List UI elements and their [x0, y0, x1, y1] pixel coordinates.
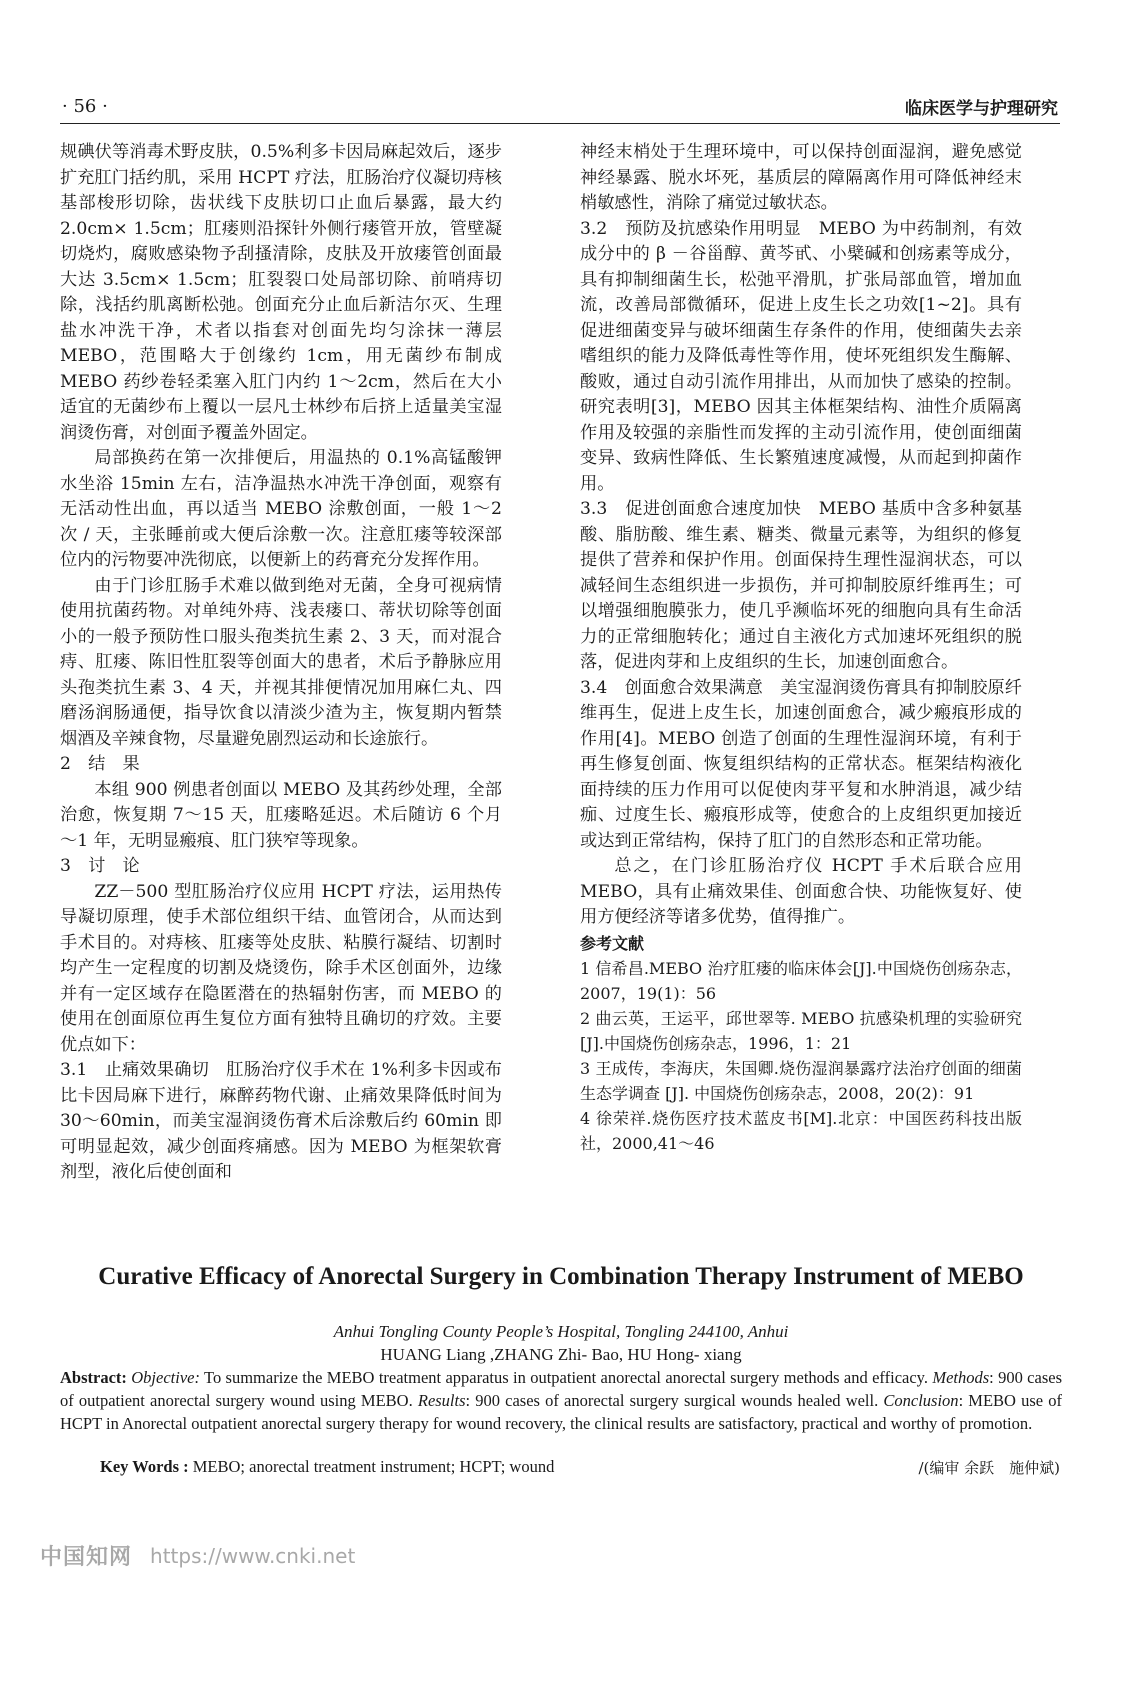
section-heading: 2 结 果 [60, 754, 140, 774]
cnki-watermark [40, 1540, 355, 1571]
reference-item: 4 徐荣祥.烧伤医疗技术蓝皮书[M].北京：中国医药科技出版社，2000,41～46 [580, 1109, 1022, 1153]
methods-text: : 900 cases of outpatient anorectal surgery wound using MEBO. [60, 1368, 1062, 1410]
paragraph: 3.4 创面愈合效果满意 美宝湿润烫伤膏具有抑制胶原纤维再生，促进上皮生长，加速创面愈合，减少瘢痕形成的作用[4]。MEBO 创造了创面的生理性湿润环境，有利于再生修复创面、恢复组织结构的正常状态。框架结构液化面持续的压力作用可以促使肉芽平复和水肿消退，减少结痂、过度生长、瘢痕形成等，使愈合的上皮组织更加接近或达到正常结构，保持了肛门的自然形态和正常功能。 [580, 677, 1022, 851]
conclusion-text: : MEBO use of HCPT in Anorectal outpatient anorectal surgery therapy for wound recovery, the clinical results are satisfactory, practical and worthy of promotion. [60, 1391, 1062, 1433]
keywords-text: MEBO; anorectal treatment instrument; HCPT; wound [188, 1457, 555, 1476]
paragraph: 由于门诊肛肠手术难以做到绝对无菌，全身可视病情使用抗菌药物。对单纯外痔、浅表瘘口、蒂状切除等创面小的一般予预防性口服头孢类抗生素 2、3 天，而对混合痔、肛瘘、陈旧性肛裂等创面大的患者，术后予静脉应用头孢类抗生素 3、4 天，并视其排便情况加用麻仁丸、四磨汤润肠通便，指导饮食以清淡少渣为主，恢复期内暂禁烟酒及辛辣食物，尽量避免剧烈运动和长途旅行。 [60, 575, 502, 749]
paragraph: ZZ－500 型肛肠治疗仪应用 HCPT 疗法，运用热传导凝切原理，使手术部位组织干结、血管闭合，从而达到手术目的。对痔核、肛瘘等处皮肤、粘膜行凝结、切割时均产生一定程度的切割及烧烫伤，除手术区创面外，边缘并有一定区域存在隐匿潜在的热辐射伤害，而 MEBO 的使用在创面原位再生复位方面有独特且确切的疗效。主要优点如下： [60, 881, 502, 1055]
english-affiliation: Anhui Tongling County People’s Hospital, Tongling 244100, Anhui [333, 1322, 789, 1341]
paragraph: 本组 900 例患者创面以 MEBO 及其药纱处理，全部治愈，恢复期 7～15 天，肛瘘略延迟。术后随访 6 个月～1 年，无明显瘢痕、肛门狭窄等现象。 [60, 779, 502, 851]
paragraph: 3.3 促进创面愈合速度加快 MEBO 基质中含多种氨基酸、脂肪酸、维生素、糖类、微量元素等，为组织的修复提供了营养和保护作用。创面保持生理性湿润状态，可以减轻间生态组织进一步损伤，并可抑制胶原纤维再生；可以增强细胞膜张力，使几乎濒临坏死的细胞向具有生命活力的正常细胞转化；通过自主液化方式加速坏死组织的脱落，促进肉芽和上皮组织的生长，加速创面愈合。 [580, 499, 1022, 672]
editor-note: /(编审 余跃 施仲斌) [918, 1459, 1060, 1477]
english-title: Curative Efficacy of Anorectal Surgery in Combination Therapy Instrument of MEBO [98, 1263, 1024, 1290]
results-text: : 900 cases of anorectal surgery surgical wounds healed well. [465, 1391, 884, 1410]
header-rule [60, 123, 1060, 124]
objective-label: Objective: [131, 1368, 200, 1387]
paragraph: 3.2 预防及抗感染作用明显 MEBO 为中药制剂，有效成分中的 β －谷甾醇、黄芩甙、小檗碱和创疡素等成分，具有抑制细菌生长，松弛平滑肌，扩张局部血管，增加血流，改善局部微循环，促进上皮生长之功效[1~2]。具有促进细菌变异与破坏细菌生存条件的作用，使细菌失去亲嗜组织的能力及降低毒性等作用，使坏死组织发生酶解、酸败，通过自动引流作用排出，从而加快了感染的控制。研究表明[3]，MEBO 因其主体框架结构、油性介质隔离作用及较强的亲脂性而发挥的主动引流作用，使创面细菌变异、致病性降低、生长繁殖速度减慢，从而起到抑菌作用。 [580, 218, 1022, 494]
english-abstract [60, 1366, 1062, 1435]
reference-item: 3 王成传，李海庆，朱国卿.烧伤湿润暴露疗法治疗创面的细菌生态学调查 [J]. 中国烧伤创疡杂志，2008，20(2)：91 [580, 1059, 1022, 1103]
reference-item: 1 信希昌.MEBO 治疗肛瘘的临床体会[J].中国烧伤创疡杂志，2007，19(1)：56 [580, 959, 1022, 1003]
abstract-label: Abstract: [60, 1368, 127, 1387]
paragraph: 规碘伏等消毒术野皮肤，0.5%利多卡因局麻起效后，逐步扩充肛门括约肌，采用 HCPT 疗法，肛肠治疗仪凝切痔核基部梭形切除，齿状线下皮肤切口止血后暴露，最大约 2.0cm× 1.5cm；肛瘘则沿探针外侧行瘘管开放，管壁凝切烧灼，腐败感染物予刮搔清除，皮肤及开放瘘管创面最大达 3.5cm× 1.5cm；肛裂裂口处局部切除、前哨痔切除，浅括约肌离断松弛。创面充分止血后新洁尔灭、生理盐水冲洗干净，术者以指套对创面先均匀涂抹一薄层 MEBO，范围略大于创缘约 1cm，用无菌纱布制成 MEBO 药纱卷轻柔塞入肛门内约 1～2cm，然后在大小适宜的无菌纱布上覆以一层凡士林纱布后挤上适量美宝湿润烫伤膏，对创面予覆盖外固定。 [60, 142, 502, 443]
cnki-logo: 中国知网 [40, 1545, 133, 1570]
section-heading: 3 讨 论 [60, 856, 140, 876]
paragraph: 局部换药在第一次排便后，用温热的 0.1%高锰酸钾水坐浴 15min 左右，洁净温热水冲洗干净创面，观察有无活动性出血，再以适当 MEBO 涂敷创面，一般 1～2 次 / 天，主张睡前或大便后涂敷一次。注意肛瘘等较深部位内的污物要冲洗彻底，以便新上的药膏充分发挥作用。 [60, 448, 502, 570]
paragraph: 总之，在门诊肛肠治疗仪 HCPT 手术后联合应用 MEBO，具有止痛效果佳、创面愈合快、功能恢复好、使用方便经济等诸多优势，值得推广。 [580, 856, 1022, 927]
cnki-url: https://www.cnki.net [150, 1543, 356, 1568]
paragraph: 3.1 止痛效果确切 肛肠治疗仪手术在 1%利多卡因或布比卡因局麻下进行，麻醉药物代谢、止痛效果降低时间为 30～60min，而美宝湿润烫伤膏术后涂敷后约 60min 即可明显起效，减少创面疼痛感。因为 MEBO 为框架软膏剂型，液化后使创面和 [60, 1060, 502, 1182]
objective-text: To summarize the MEBO treatment apparatus in outpatient anorectal anorectal surgery methods and efficacy. [199, 1368, 933, 1387]
english-keywords [100, 1457, 1060, 1477]
keywords-label: Key Words : [100, 1457, 189, 1476]
right-column [580, 140, 1022, 1156]
journal-name: 临床医学与护理研究 [905, 99, 1058, 119]
reference-item: 2 曲云英，王运平，邱世翠等. MEBO 抗感染机理的实验研究[J].中国烧伤创疡杂志，1996，1：21 [580, 1009, 1022, 1053]
references-title: 参考文献 [580, 933, 645, 953]
conclusion-label: Conclusion [883, 1391, 959, 1410]
paragraph: 神经末梢处于生理环境中，可以保持创面湿润，避免感觉神经暴露、脱水坏死，基质层的障隔离作用可降低神经末梢敏感性，消除了痛觉过敏状态。 [580, 142, 1022, 213]
page-number: · 56 · [62, 96, 108, 117]
methods-label: Methods [932, 1368, 990, 1387]
english-authors: HUANG Liang ,ZHANG Zhi- Bao, HU Hong- xiang [380, 1345, 742, 1364]
left-column [60, 140, 502, 1186]
results-label: Results [417, 1391, 466, 1410]
